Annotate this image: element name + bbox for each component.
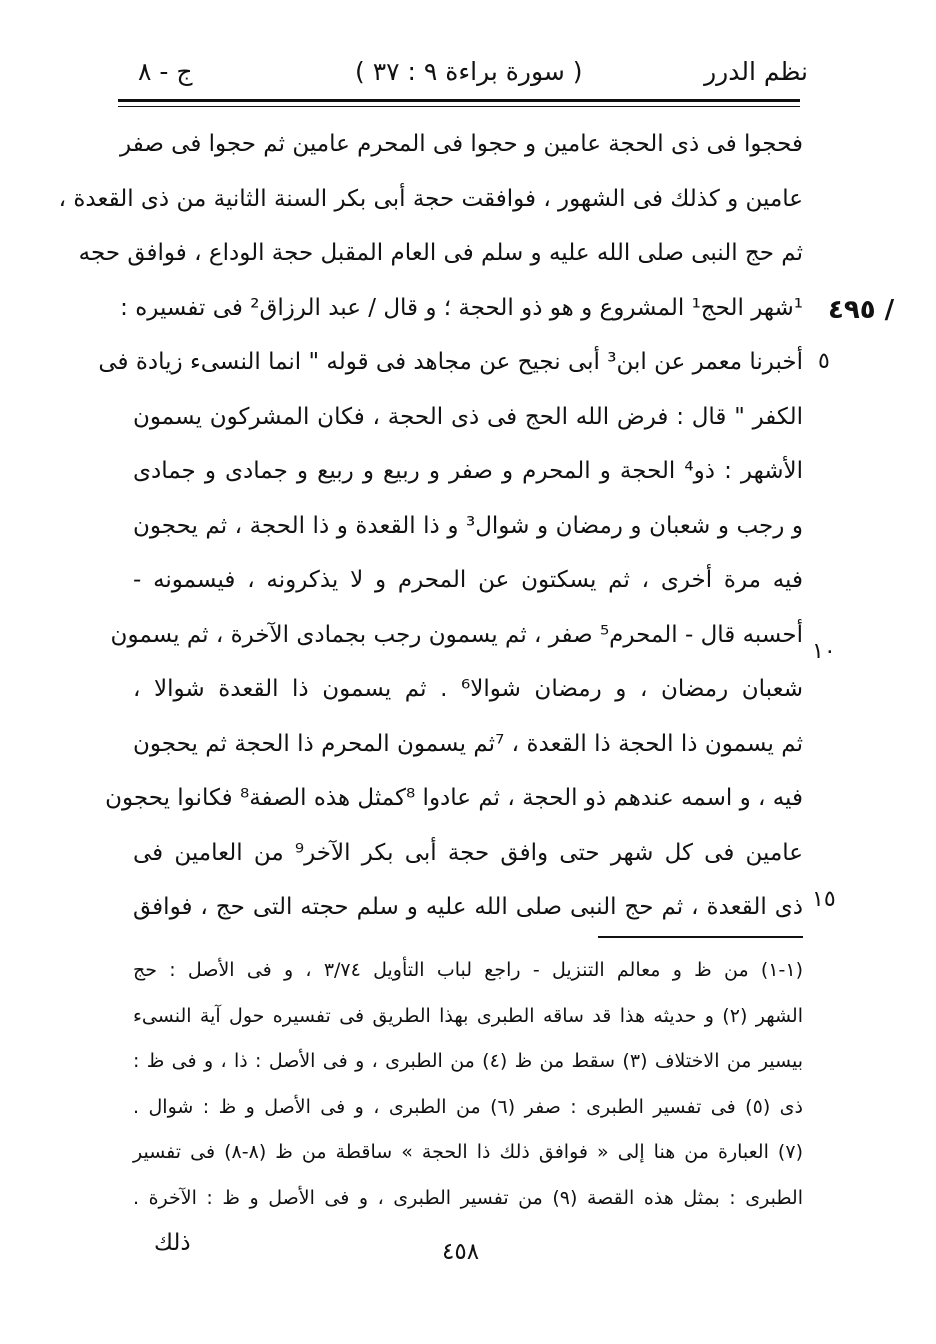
manuscript-folio-reference: ٤٩٥ / <box>828 295 895 325</box>
text-line: فيه ، و اسمه عندهم ذو الحجة ، ثم عادوا ⁸كمثل هذه الصفة⁸ فكانوا يحجون <box>105 785 803 811</box>
text-line: عامين و كذلك فى الشهور ، فوافقت حجة أبى بكر السنة الثانية من ذى القعدة ، <box>58 185 803 212</box>
text-line: ¹شهر الحج¹ المشروع و هو ذو الحجة ؛ و قال / عبد الرزاق² فى تفسيره : <box>120 294 803 321</box>
text-line: أحسبه قال - المحرم⁵ صفر ، ثم يسمون رجب بجمادى الآخرة ، ثم يسمون <box>110 621 803 648</box>
text-line: ذى القعدة ، ثم حج النبى صلى الله عليه و سلم حجته التى حج ، فوافق <box>133 894 803 920</box>
running-head-volume: ج - ٨ <box>138 57 193 86</box>
line-number-10: ١٠ <box>812 639 836 664</box>
footnote-separator <box>598 936 803 938</box>
footnote-line: (٧) العبارة من هنا إلى « فوافق ذلك ذا الحجة » ساقطة من ظ (٨-٨) فى تفسير <box>133 1141 803 1163</box>
footnote-line: الطبرى : بمثل هذه القصة (٩) من تفسير الطبرى ، و فى الأصل و ظ : الآخرة . <box>133 1186 803 1209</box>
text-line: ثم حج النبى صلى الله عليه و سلم فى العام المقبل حجة الوداع ، فوافق حجه <box>78 240 803 266</box>
footnote-line: الشهر (٢) و حديثه هذا قد ساقه الطبرى بهذا الطريق فى تفسيره حول آية النسىء <box>133 1004 803 1027</box>
header-rule-thin <box>118 106 800 107</box>
line-number-5: ٥ <box>818 349 830 374</box>
footnote-line: ذى (٥) فى تفسير الطبرى : صفر (٦) من الطبرى ، و فى الأصل و ظ : شوال . <box>133 1095 803 1118</box>
text-line: فيه مرة أخرى ، ثم يسكتون عن المحرم و لا يذكرونه ، فيسمونه - <box>133 567 803 593</box>
header-rule-thick <box>118 99 800 102</box>
footnote-line: (١-١) من ظ و معالم التنزيل - راجع لباب التأويل ٣/٧٤ ، و فى الأصل : حج <box>133 959 804 981</box>
text-line: أخبرنا معمر عن ابن³ أبى نجيح عن مجاهد فى قوله " انما النسىء زيادة فى <box>98 349 803 375</box>
page-number: ٤٥٨ <box>442 1239 480 1265</box>
text-line: و رجب و شعبان و رمضان و شوال³ و ذا القعدة و ذا الحجة ، ثم يحجون <box>133 512 804 539</box>
main-text <box>58 117 804 935</box>
catchword: ذلك <box>154 1230 191 1256</box>
footnotes <box>133 948 803 1221</box>
line-number-15: ١٥ <box>812 887 836 912</box>
running-head-sura: ( سورة براءة ٩ : ٣٧ ) <box>355 57 583 86</box>
text-line: شعبان رمضان ، و رمضان شوالا⁶ . ثم يسمون ذا القعدة شوالا ، <box>133 676 803 702</box>
footnote-line: بيسير من الاختلاف (٣) سقط من ظ (٤) من الطبرى ، و فى الأصل : ذا ، و فى ظ : <box>133 1050 804 1072</box>
running-head-book-title: نظم الدرر <box>704 57 808 86</box>
text-line: الكفر " قال : فرض الله الحج فى ذى الحجة ، فكان المشركون يسمون <box>133 403 803 430</box>
text-line: عامين فى كل شهر حتى وافق حجة أبى بكر الآخر⁹ من العامين فى <box>133 839 804 866</box>
text-line: ثم يسمون ذا الحجة ذا القعدة ، ⁷ثم يسمون المحرم ذا الحجة ثم يحجون <box>133 730 803 757</box>
text-line: فحجوا فى ذى الحجة عامين و حجوا فى المحرم عامين ثم حجوا فى صفر <box>120 131 803 157</box>
text-line: الأشهر : ذو⁴ الحجة و المحرم و صفر و ربيع و ربيع و جمادى و جمادى <box>133 458 803 484</box>
